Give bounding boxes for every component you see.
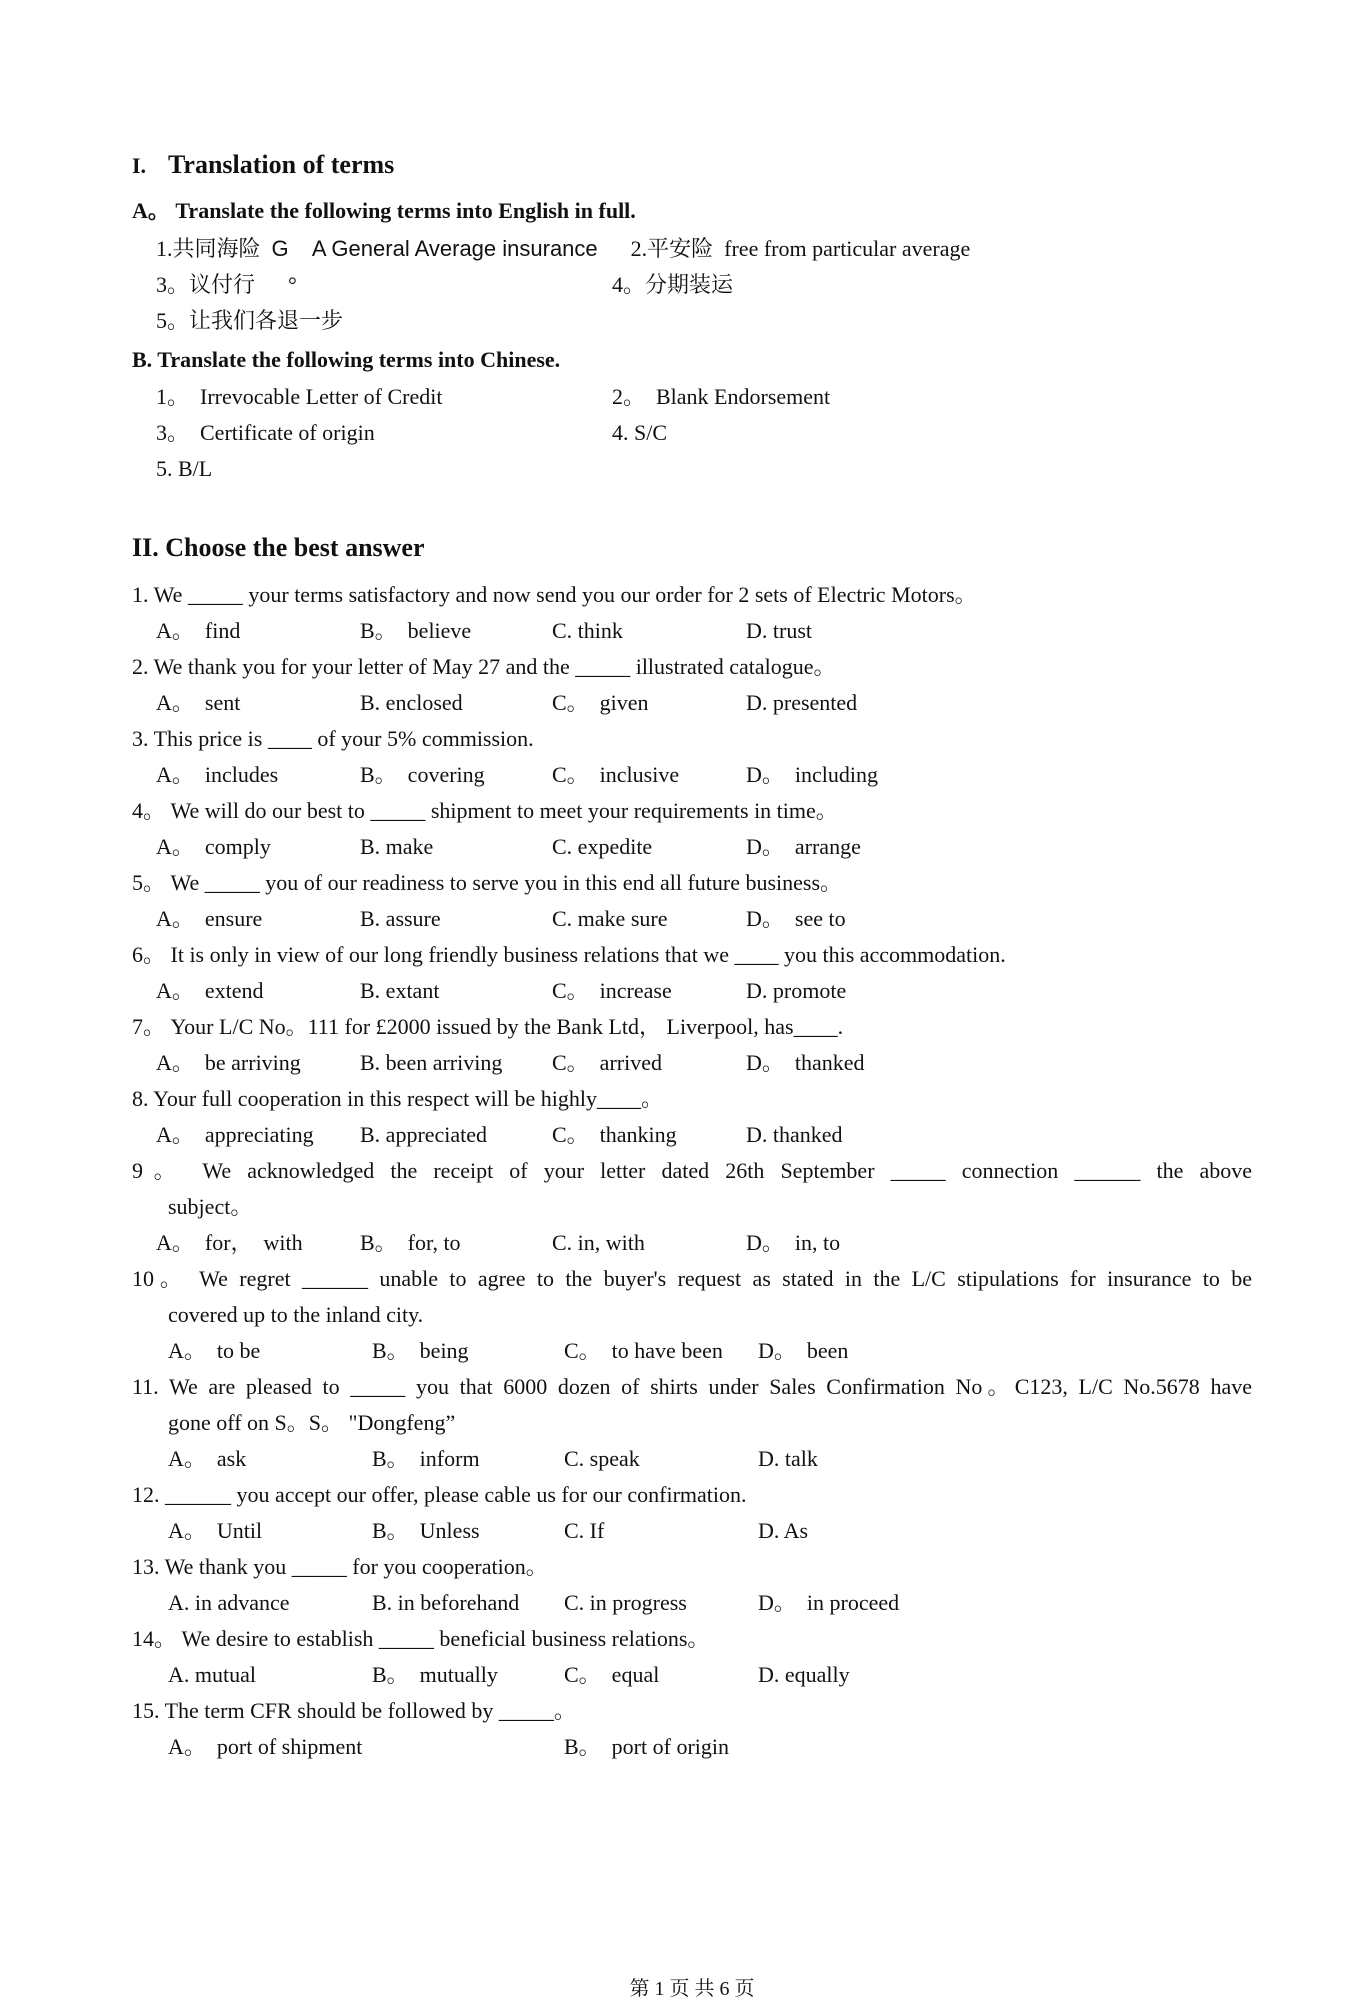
answer-options [132,1513,1252,1549]
question-text: 12. ______ you accept our offer, please cable us for our confirmation. [132,1482,747,1507]
answer-option-c[interactable]: C. in progress [564,1590,687,1615]
answer-option-b[interactable]: B. make [360,834,434,859]
answer-option-a[interactable]: A。 sent [156,690,241,715]
answer-option-d[interactable]: D. talk [758,1446,818,1471]
answer-option-c[interactable]: C. think [552,618,623,643]
partB-item5: 5. B/L [156,456,213,481]
answer-option-d[interactable]: D。 in proceed [758,1590,900,1615]
answer-options [132,1729,1252,1765]
answer-option-c[interactable]: C. speak [564,1446,640,1471]
question-7 [132,1009,1252,1081]
answer-option-b[interactable]: B。 covering [360,762,485,787]
answer-options [132,685,1252,721]
question-text-continued: covered up to the inland city. [168,1302,424,1327]
question-text-continued: subject。 [168,1194,253,1219]
partA-item3: 3。议付行 ° [156,272,297,297]
answer-option-d[interactable]: D. promote [746,978,847,1003]
question-text: 11. We are pleased to _____ you that 6000 dozen of shirts under Sales Confirmation No。C123, L/C No.5678 have [132,1374,1252,1399]
question-3 [132,721,1252,793]
question-text-continued: gone off on S。S。 "Dongfeng” [168,1410,456,1435]
answer-option-c[interactable]: C。 given [552,690,649,715]
question-8 [132,1081,1252,1153]
answer-option-c[interactable]: C。 thanking [552,1122,677,1147]
answer-option-b[interactable]: B。 being [372,1338,469,1363]
answer-option-a[interactable]: A。 includes [156,762,279,787]
question-6 [132,937,1252,1009]
question-text: 4。 We will do our best to _____ shipment to meet your requirements in time。 [132,798,838,823]
question-text: 10。 We regret ______ unable to agree to the buyer's request as stated in the L/C stipulations for insurance to be [132,1266,1252,1291]
answer-option-a[interactable]: A。 comply [156,834,271,859]
answer-option-c[interactable]: C。 equal [564,1662,660,1687]
question-5 [132,865,1252,937]
answer-option-b[interactable]: B。 for, to [360,1230,461,1255]
answer-option-d[interactable]: D。 see to [746,906,846,931]
answer-option-b[interactable]: B。 inform [372,1446,480,1471]
section1-heading [132,150,1252,180]
answer-option-c[interactable]: C. make sure [552,906,668,931]
section2-title: II. Choose the best answer [132,533,425,562]
exam-page [132,150,1252,2000]
answer-option-d[interactable]: D. As [758,1518,809,1543]
answer-option-b[interactable]: B. been arriving [360,1050,503,1075]
question-10 [132,1261,1252,1369]
answer-option-a[interactable]: A。 appreciating [156,1122,314,1147]
answer-option-c[interactable]: C。 increase [552,978,672,1003]
answer-option-d[interactable]: D. thanked [746,1122,843,1147]
answer-option-d[interactable]: D。 arrange [746,834,861,859]
answer-option-b[interactable]: B。 believe [360,618,472,643]
question-text: 15. The term CFR should be followed by _____。 [132,1698,576,1723]
answer-option-a[interactable]: A. mutual [168,1662,256,1687]
partA-item1-cn: 1.共同海险 [156,236,261,261]
answer-option-b[interactable]: B。 Unless [372,1518,480,1543]
answer-option-a[interactable]: A。 for， with [156,1230,303,1255]
question-text: 9。 We acknowledged the receipt of your letter dated 26th September _____ connection ______ the above [132,1158,1252,1183]
question-text: 5。 We _____ you of our readiness to serve you in this end all future business。 [132,870,843,895]
partB-item4: 4. S/C [612,420,668,445]
question-9 [132,1153,1252,1261]
answer-option-a[interactable]: A. in advance [168,1590,290,1615]
answer-option-d[interactable]: D. trust [746,618,812,643]
answer-option-d[interactable]: D. equally [758,1662,850,1687]
partA-item4: 4。分期装运 [612,272,734,297]
question-text: 1. We _____ your terms satisfactory and now send you our order for 2 sets of Electric Motors。 [132,582,977,607]
question-13 [132,1549,1252,1621]
partB-item2: 2。 Blank Endorsement [612,384,831,409]
question-4 [132,793,1252,865]
answer-option-b[interactable]: B. extant [360,978,440,1003]
answer-options [132,1117,1252,1153]
answer-option-a[interactable]: A。 ensure [156,906,263,931]
answer-option-a[interactable]: A。 ask [168,1446,247,1471]
question-text: 14。 We desire to establish _____ beneficial business relations。 [132,1626,710,1651]
answer-option-d[interactable]: D。 thanked [746,1050,865,1075]
partB-title: B. Translate the following terms into Chinese. [132,347,561,372]
partA-item5: 5。让我们各退一步 [156,308,344,333]
answer-option-a[interactable]: A。 find [156,618,241,643]
section1-title: Translation of terms [168,150,395,179]
question-2 [132,649,1252,721]
partA-row2 [132,267,1252,303]
question-text: 3. This price is ____ of your 5% commission. [132,726,534,751]
question-text: 7。 Your L/C No。111 for £2000 issued by the Bank Ltd， Liverpool, has____. [132,1014,844,1039]
partA-item1 [132,231,1252,267]
question-12 [132,1477,1252,1549]
answer-options [132,1657,1252,1693]
partB-item3: 3。 Certificate of origin [156,420,375,445]
answer-option-a[interactable]: A。 extend [156,978,264,1003]
question-text: 13. We thank you _____ for you cooperation。 [132,1554,548,1579]
answer-option-c[interactable]: C。 arrived [552,1050,662,1075]
answer-option-b[interactable]: B. assure [360,906,441,931]
question-list [132,577,1252,1765]
question-15 [132,1693,1252,1765]
page-footer: 第 1 页 共 6 页 [629,1978,755,2000]
question-1 [132,577,1252,649]
question-14 [132,1621,1252,1693]
question-text: 2. We thank you for your letter of May 27 and the _____ illustrated catalogue。 [132,654,836,679]
answer-option-a[interactable]: A。 be arriving [156,1050,301,1075]
answer-options [132,1441,1252,1477]
answer-option-c[interactable]: C. If [564,1518,605,1543]
answer-option-a[interactable]: A。 port of shipment [168,1734,363,1759]
answer-option-b[interactable]: B。 port of origin [564,1734,729,1759]
answer-options [132,1045,1252,1081]
partB-item1: 1。 Irrevocable Letter of Credit [156,384,443,409]
answer-option-d[interactable]: D。 including [746,762,878,787]
answer-option-d[interactable]: D。 in, to [746,1230,841,1255]
partB-row2 [132,415,1252,451]
answer-option-b[interactable]: B. appreciated [360,1122,488,1147]
answer-options [132,1333,1252,1369]
answer-option-c[interactable]: C. in, with [552,1230,645,1255]
answer-option-a[interactable]: A。 Until [168,1518,263,1543]
question-text: 6。 It is only in view of our long friendly business relations that we ____ you this accommodation. [132,942,1006,967]
answer-option-c[interactable]: C。 to have been [564,1338,723,1363]
section1-number: I. [132,153,147,178]
answer-options [132,901,1252,937]
answer-options [132,757,1252,793]
question-text: 8. Your full cooperation in this respect will be highly____。 [132,1086,663,1111]
answer-options [132,613,1252,649]
partA-item2: 2.平安险 free from particular average [630,236,971,261]
answer-options [132,1585,1252,1621]
answer-option-b[interactable]: B。 mutually [372,1662,498,1687]
answer-option-b[interactable]: B. in beforehand [372,1590,520,1615]
answer-option-a[interactable]: A。 to be [168,1338,261,1363]
answer-option-b[interactable]: B. enclosed [360,690,463,715]
answer-option-d[interactable]: D. presented [746,690,858,715]
partA-item1-en: G A General Average insurance [271,236,598,261]
answer-options [132,829,1252,865]
answer-option-c[interactable]: C。 inclusive [552,762,680,787]
answer-options [132,973,1252,1009]
partB-row1 [132,379,1252,415]
answer-option-c[interactable]: C. expedite [552,834,653,859]
answer-option-d[interactable]: D。 been [758,1338,849,1363]
partA-title: A。 Translate the following terms into English in full. [132,198,636,223]
question-11 [132,1369,1252,1477]
answer-options [132,1225,1252,1261]
